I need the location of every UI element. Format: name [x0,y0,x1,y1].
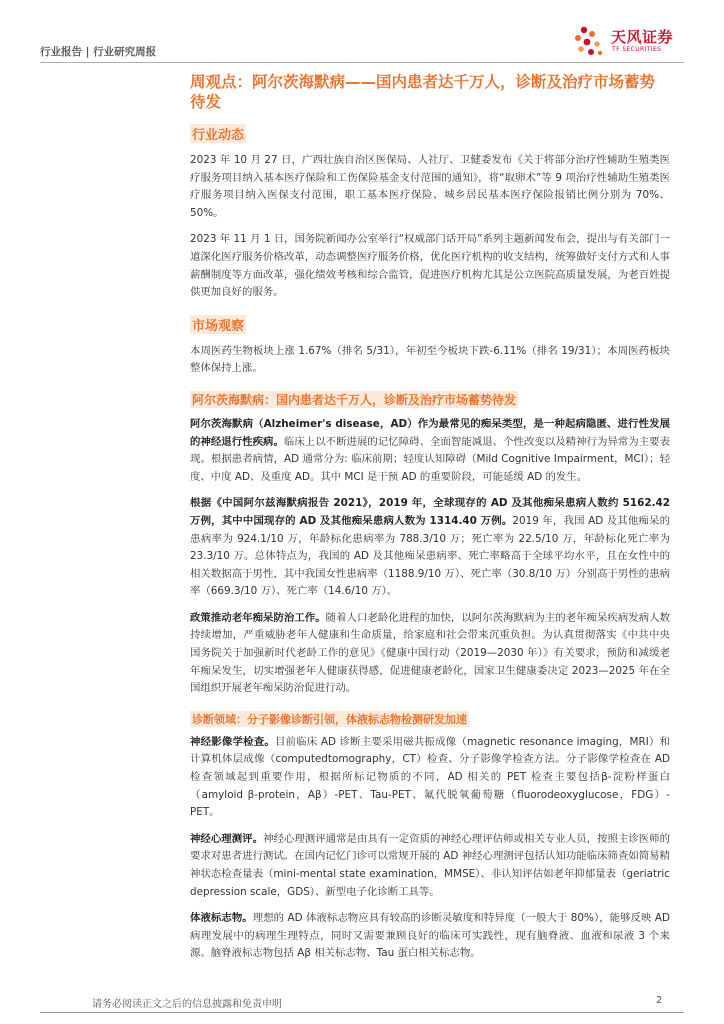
ad-p1-lead: 阿尔茨海默病（Alzheimer's disease，AD）作为最常见的痴呆类型，是一种起病隐匿、进行性发展的神经退行性疾病。 [190,417,670,448]
footer-disclaimer: 请务必阅读正文之后的信息披露和免责申明 [92,999,282,1010]
diag-p1-lead: 神经影像学检查。 [190,735,275,748]
ad-p3-lead: 政策推动老年痴呆防治工作。 [190,611,326,624]
section-heading-diagnosis: 诊断领域：分子影像诊断引领，体液标志物检测研发加速 [192,712,467,726]
section-heading-ad: 阿尔茨海默病：国内患者达千万人，诊断及治疗市场蓄势待发 [192,392,517,407]
main-content [190,120,670,972]
market-paragraph: 本周医药生物板块上涨 1.67%（排名 5/31），年初至今板块下跌-6.11%（排名 19/31）；本周医药板块整体保持上涨。 [190,344,670,375]
ad-p2-body: 2019 年，我国 AD 及其他痴呆的患病率为 924.1/10 万，年龄标化患病率为 788.3/10 万；死亡率为 22.5/10 万，年龄标化死亡率为 23.3/10 万。总体特点为，我国的 AD 及其他痴呆患病率、死亡率略高于全球平均水平，且在女性中的相关数据高于男性，其中我国女性患病率（1188.9/10 万）、死亡率（30.8/10 万）分别高于男性的患病率（669.3/10 万）、死亡率（14.6/10 万）。 [190,514,670,598]
ad-paragraph-1 [190,416,670,486]
diag-p2-lead: 神经心理测评。 [190,832,264,845]
ad-paragraph-3 [190,610,670,698]
ad-paragraph-2 [190,495,670,601]
ad-p1-body: 临床上以不断进展的记忆障碍、全面智能减退、个性改变以及精神行为异常为主要表现。根据患者病情，AD 通常分为: 临床前期；轻度认知障碍（Mild Cognitive Impairment，MCI）；轻度、中度 AD、及重度 AD。其中 MCI 是干预 AD 的重要阶段，可能延缓 AD 的发生。 [190,435,670,483]
industry-paragraph-2: 2023 年 11 月 1 日，国务院新闻办公室举行“权威部门话开局”系列主题新闻发布会，提出与有关部门一道深化医疗服务价格改革，动态调整医疗服务价格，优化医疗机构的收支结构，统筹做好支付方式和人事薪酬制度等方面改革，强化绩效考核和综合监管，促进医疗机构尤其是公立医院高质量发展，为老百姓提供更加良好的服务。 [190,233,670,299]
page-number: 2 [656,995,663,1006]
diag-p1-body: 目前临床 AD 诊断主要采用磁共振成像（magnetic resonance imaging，MRI）和计算机体层成像（computedtomography，CT）检查、分子影像学检查方法。分子影像学检查在 AD 检查领域起到重要作用，根据所标记物质的不同，AD 相关的 PET 检查主要包括β-淀粉样蛋白（amyloid β-protein，Aβ）-PET、Tau-PET、氟代脱氧葡萄糖（fluorodeoxyglucose，FDG）-PET。 [190,735,670,819]
brand-name: 天风证券 [611,28,674,46]
section-heading-industry: 行业动态 [190,124,246,143]
diagnosis-paragraph-3 [190,910,670,963]
footer-divider [40,1012,684,1013]
page-title: 周观点：阿尔茨海默病——国内患者达千万人，诊断及治疗市场蓄势待发 [190,73,656,111]
ad-p3-body: 随着人口老龄化进程的加快，以阿尔茨海默病为主的老年痴呆疾病发病人数持续增加，严重威胁老年人健康和生命质量，给家庭和社会带来沉重负担。为认真贯彻落实《中共中央 国务院关于加强新时代老龄工作的意见》《健康中国行动（2019—2030 年）》有关要求，预防和减缓老年痴呆发生，切实增强老年人健康获得感，促进健康老龄化，国家卫生健康委决定 2023—2025 年在全国组织开展老年痴呆防治促进行动。 [190,611,671,695]
diag-p3-body: 理想的 AD 体液标志物应具有较高的诊断灵敏度和特异度（一般大于 80%），能够反映 AD 病理发展中的病理生理特点，同时又需要兼顾良好的临床可实践性，现有脑脊液、血液和尿液 3 个来源。脑脊液标志物包括 Aβ 相关标志物、Tau 蛋白相关标志物。 [190,912,670,960]
industry-paragraph-1: 2023 年 10 月 27 日，广西壮族自治区医保局、人社厅、卫健委发布《关于将部分治疗性辅助生殖类医疗服务项目纳入基本医疗保险和工伤保险基金支付范围的通知》，将“取卵术”等 9 项治疗性辅助生殖类医疗服务项目纳入医保支付范围，职工基本医疗保险、城乡居民基本医疗保险报销比例分别为 70%、50%。 [190,154,670,219]
diagnosis-paragraph-1 [190,734,670,822]
header-divider [40,62,684,63]
diag-p2-body: 神经心理测评通常是由具有一定资质的神经心理评估师或相关专业人员，按照主诊医师的要求对患者进行测试。在国内记忆门诊可以常规开展的 AD 神经心理测评包括认知功能临床筛查如简易精神状态检查量表（mini-mental state examination，MMSE）、非认知评估如老年抑郁量表（geriatric depression scale，GDS）、新型电子化诊断工具等。 [190,832,671,898]
brand-name-en: TF SECURITIES [612,46,662,53]
section-heading-market: 市场观察 [190,315,246,334]
diag-p3-lead: 体液标志物。 [190,912,253,925]
ad-p2-lead: 根据《中国阿尔兹海默病报告 2021》，2019 年，全球现存的 AD 及其他痴呆患病人数约 5162.42 万例，其中中国现存的 AD 及其他痴呆患病人数为 1314.40 万例。 [190,497,670,527]
report-category: 行业报告 | 行业研究周报 [40,46,157,58]
diagnosis-paragraph-2 [190,831,670,901]
